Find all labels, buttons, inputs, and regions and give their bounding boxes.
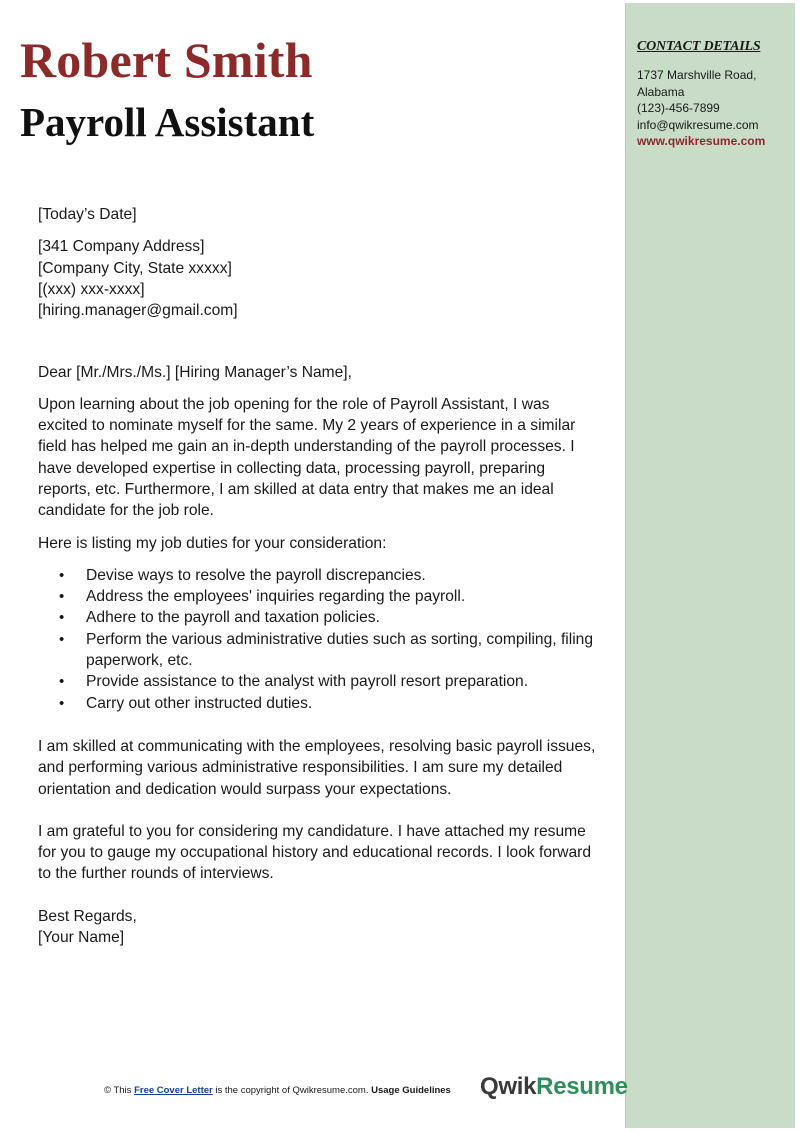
list-item: • Devise ways to resolve the payroll discrepancies. bbox=[38, 565, 600, 586]
sign-off: Best Regards, bbox=[38, 907, 137, 925]
qwikresume-logo[interactable] bbox=[480, 1073, 628, 1101]
recipient-address: [341 Company Address] bbox=[38, 238, 205, 256]
contact-details bbox=[637, 67, 793, 150]
closing-paragraph: I am grateful to you for considering my candidature. I have attached my resume for you to gauge my occupational history and educational records. I look forward to the further rounds of interviews. bbox=[38, 822, 592, 883]
logo-qwik: Qwik bbox=[480, 1073, 537, 1100]
applicant-name: Robert Smith bbox=[20, 32, 313, 88]
list-item: • Carry out other instructed duties. bbox=[38, 693, 600, 714]
intro-paragraph: Upon learning about the job opening for the role of Payroll Assistant, I was excited to nominate myself for the same. My 2 years of experience in a similar field has helped me gain an in-depth understanding of the payroll processes. I have developed expertise in collecting data, processing payroll, preparing reports, etc. Furthermore, I am skilled at data entry that makes me an ideal candidate for the job role. bbox=[38, 395, 576, 520]
signature: [Your Name] bbox=[38, 929, 125, 947]
contact-sidebar bbox=[625, 3, 795, 1128]
contact-website-link[interactable]: www.qwikresume.com bbox=[637, 134, 766, 149]
free-cover-letter-link[interactable]: Free Cover Letter bbox=[134, 1085, 213, 1096]
job-title: Payroll Assistant bbox=[20, 99, 315, 145]
recipient-email: [hiring.manager@gmail.com] bbox=[38, 302, 238, 320]
list-item: • Provide assistance to the analyst with payroll resort preparation. bbox=[38, 671, 600, 692]
recipient-city: [Company City, State xxxxx] bbox=[38, 259, 232, 277]
footer-text-middle: is the copyright of Qwikresume.com. bbox=[212, 1085, 372, 1096]
recipient-phone: [(xxx) xxx-xxxx] bbox=[38, 280, 145, 298]
sign-off-block bbox=[38, 906, 600, 949]
list-item: • Perform the various administrative duties such as sorting, compiling, filing paperwork, etc. bbox=[38, 629, 600, 672]
salutation: Dear [Mr./Mrs./Ms.] [Hiring Manager’s Name], bbox=[38, 364, 352, 382]
duties-intro: Here is listing my job duties for your consideration: bbox=[38, 534, 387, 552]
letter-date: [Today’s Date] bbox=[38, 206, 137, 223]
logo-resume: Resume bbox=[536, 1073, 628, 1100]
duties-list bbox=[38, 565, 600, 714]
skills-paragraph: I am skilled at communicating with the employees, resolving basic payroll issues, and performing various administrative responsibilities. I am sure my detailed orientation and dedication would surpass your expectations. bbox=[38, 737, 596, 798]
letter-body bbox=[38, 204, 600, 948]
usage-guidelines-link[interactable]: Usage Guidelines bbox=[371, 1085, 451, 1096]
contact-address-line2: Alabama bbox=[637, 84, 685, 99]
list-item: • Adhere to the payroll and taxation policies. bbox=[38, 607, 600, 628]
copyright-footer bbox=[104, 1085, 451, 1096]
list-item: • Address the employees' inquiries regarding the payroll. bbox=[38, 586, 600, 607]
contact-phone: (123)-456-7899 bbox=[637, 101, 720, 116]
contact-email[interactable]: info@qwikresume.com bbox=[637, 117, 759, 132]
contact-address-line1: 1737 Marshville Road, bbox=[637, 68, 757, 82]
recipient-block bbox=[38, 236, 600, 321]
footer-text-this: This bbox=[111, 1085, 135, 1096]
copyright-icon: © bbox=[104, 1085, 111, 1096]
contact-heading: CONTACT DETAILS bbox=[637, 39, 761, 54]
